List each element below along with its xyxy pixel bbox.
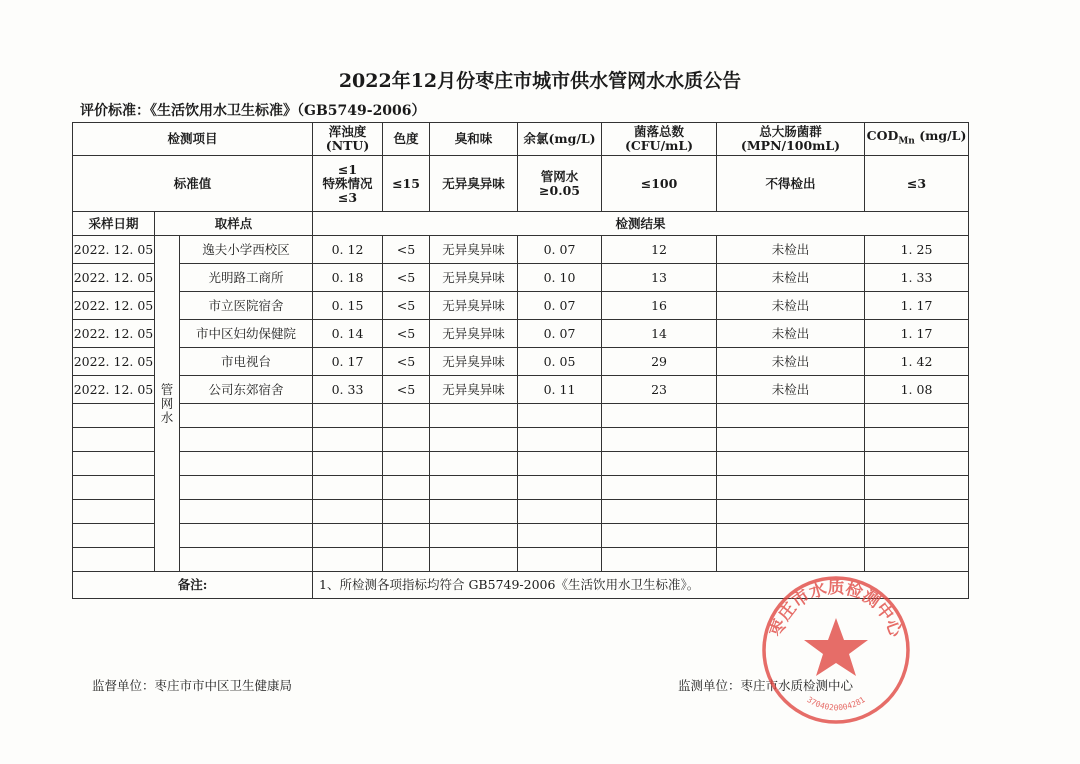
coliform-value: 未检出 [717, 264, 865, 292]
sample-date: 2022. 12. 05 [73, 320, 155, 348]
seal-text: 枣庄市水质检测中心 [766, 578, 906, 640]
header-cod: $COD_{Mn}$ (mg/L) [865, 123, 969, 156]
seal-star-icon [804, 618, 868, 676]
cod-value: 1. 17 [865, 292, 969, 320]
header-color: 色度 [383, 123, 430, 156]
standard-row [73, 156, 969, 212]
table-row [73, 320, 969, 348]
sample-date: 2022. 12. 05 [73, 236, 155, 264]
official-seal [758, 572, 914, 728]
header-coliform: 总大肠菌群 (MPN/100mL) [717, 123, 865, 156]
empty-row [73, 476, 969, 500]
coliform-value: 未检出 [717, 348, 865, 376]
sample-date: 2022. 12. 05 [73, 376, 155, 404]
sample-site: 市中区妇幼保健院 [180, 320, 313, 348]
odor-value: 无异臭异味 [430, 236, 518, 264]
chlorine-value: 0. 05 [518, 348, 602, 376]
coliform-value: 未检出 [717, 376, 865, 404]
date-label: 采样日期 [73, 212, 155, 236]
sample-date: 2022. 12. 05 [73, 264, 155, 292]
empty-row [73, 452, 969, 476]
standard-chlorine: 管网水 ≥0.05 [518, 156, 602, 212]
bacteria-value: 14 [602, 320, 717, 348]
standard-coliform: 不得检出 [717, 156, 865, 212]
color-value: <5 [383, 236, 430, 264]
sample-site: 市立医院宿舍 [180, 292, 313, 320]
odor-value: 无异臭异味 [430, 376, 518, 404]
color-value: <5 [383, 292, 430, 320]
header-row [73, 123, 969, 156]
water-type-label: 管 网 水 [155, 236, 180, 572]
color-value: <5 [383, 376, 430, 404]
table-row [73, 292, 969, 320]
header-item: 检测项目 [73, 123, 313, 156]
table-row [73, 264, 969, 292]
svg-text:3704020004281 [805, 695, 867, 712]
chlorine-value: 0. 10 [518, 264, 602, 292]
empty-row [73, 548, 969, 572]
standard-bacteria: ≤100 [602, 156, 717, 212]
coliform-value: 未检出 [717, 236, 865, 264]
sample-site: 逸夫小学西校区 [180, 236, 313, 264]
empty-row [73, 500, 969, 524]
standard-cod: ≤3 [865, 156, 969, 212]
header-bacteria: 菌落总数 (CFU/mL) [602, 123, 717, 156]
seal-code: 3704020004281 [805, 695, 867, 713]
standard-color: ≤15 [383, 156, 430, 212]
testing-unit: 监测单位：枣庄市水质检测中心 [678, 678, 854, 693]
chlorine-value: 0. 07 [518, 292, 602, 320]
sample-site: 公司东郊宿舍 [180, 376, 313, 404]
evaluation-standard: 评价标准：《生活饮用水卫生标准》（GB5749-2006） [80, 103, 426, 119]
coliform-value: 未检出 [717, 320, 865, 348]
color-value: <5 [383, 320, 430, 348]
table-row [73, 376, 969, 404]
empty-row [73, 404, 969, 428]
standard-label: 标准值 [73, 156, 313, 212]
empty-row [73, 524, 969, 548]
sample-date: 2022. 12. 05 [73, 348, 155, 376]
bacteria-value: 23 [602, 376, 717, 404]
cod-value: 1. 33 [865, 264, 969, 292]
color-value: <5 [383, 348, 430, 376]
turbidity-value: 0. 12 [313, 236, 383, 264]
note-label: 备注: [73, 572, 313, 599]
cod-value: 1. 08 [865, 376, 969, 404]
chlorine-value: 0. 11 [518, 376, 602, 404]
turbidity-value: 0. 18 [313, 264, 383, 292]
section-row [73, 212, 969, 236]
header-odor: 臭和味 [430, 123, 518, 156]
chlorine-value: 0. 07 [518, 236, 602, 264]
sample-date: 2022. 12. 05 [73, 292, 155, 320]
chlorine-value: 0. 07 [518, 320, 602, 348]
bacteria-value: 13 [602, 264, 717, 292]
table-row [73, 236, 969, 264]
odor-value: 无异臭异味 [430, 292, 518, 320]
turbidity-value: 0. 15 [313, 292, 383, 320]
turbidity-value: 0. 14 [313, 320, 383, 348]
standard-odor: 无异臭异味 [430, 156, 518, 212]
results-label: 检测结果 [313, 212, 969, 236]
standard-turbidity: ≤1 特殊情况 ≤3 [313, 156, 383, 212]
bacteria-value: 12 [602, 236, 717, 264]
sample-site: 光明路工商所 [180, 264, 313, 292]
cod-value: 1. 42 [865, 348, 969, 376]
supervisor-unit: 监督单位：枣庄市市中区卫生健康局 [92, 678, 293, 693]
header-turbidity: 浑浊度 (NTU) [313, 123, 383, 156]
empty-row [73, 428, 969, 452]
odor-value: 无异臭异味 [430, 348, 518, 376]
cod-value: 1. 17 [865, 320, 969, 348]
page-title: 2022年12月份枣庄市城市供水管网水水质公告 [338, 70, 742, 92]
bacteria-value: 29 [602, 348, 717, 376]
table-row [73, 348, 969, 376]
note-text: 1、所检测各项指标均符合 GB5749-2006《生活饮用水卫生标准》。 [313, 572, 969, 599]
sample-site: 市电视台 [180, 348, 313, 376]
site-label: 取样点 [155, 212, 313, 236]
coliform-value: 未检出 [717, 292, 865, 320]
header-chlorine: 余氯(mg/L) [518, 123, 602, 156]
cod-value: 1. 25 [865, 236, 969, 264]
odor-value: 无异臭异味 [430, 320, 518, 348]
bacteria-value: 16 [602, 292, 717, 320]
color-value: <5 [383, 264, 430, 292]
turbidity-value: 0. 17 [313, 348, 383, 376]
turbidity-value: 0. 33 [313, 376, 383, 404]
odor-value: 无异臭异味 [430, 264, 518, 292]
water-quality-table [72, 122, 969, 599]
